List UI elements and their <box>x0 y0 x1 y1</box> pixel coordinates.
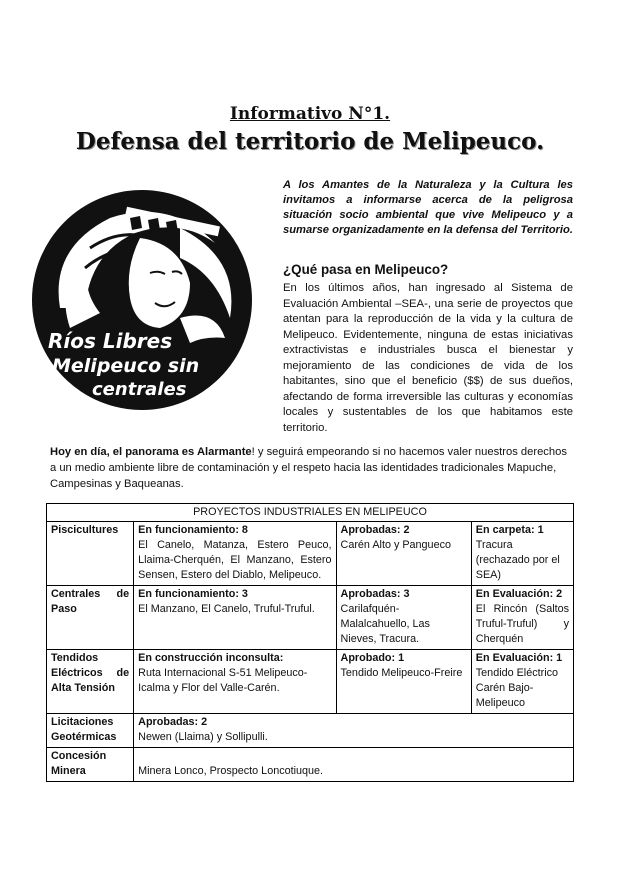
row-label: Concesión Minera <box>47 748 134 782</box>
cell-value: Tendido Melipeuco-Freire <box>340 667 463 679</box>
cell-value: Carilafquén-Malalcahuello, Las Nieves, Tracura. <box>340 603 430 645</box>
document-subtitle: Defensa del territorio de Melipeuco. <box>75 128 545 155</box>
projects-table <box>46 503 574 782</box>
logo-text-1: Ríos Libres <box>48 329 173 353</box>
table-cell <box>471 522 573 586</box>
cell-value: El Canelo, Matanza, Estero Peuco, Llaima-Cherquén, El Manzano, Estero Sensen, Estero del Diablo, Melipeuco. <box>138 539 332 581</box>
row-label: Tendidos Eléctricos de Alta Tensión <box>47 650 134 714</box>
cell-status: Aprobado: 1 <box>340 652 405 664</box>
table-row <box>47 586 574 650</box>
cell-status: En funcionamiento: 3 <box>138 588 248 600</box>
section-body: En los últimos años, han ingresado al Sistema de Evaluación Ambiental –SEA-, una serie de proyectos que atentan para la reproducción de la vida y la cultura de Melipeuco. Evidentemente, ninguna de estas iniciativas extractivistas e industriales busca el bienestar y mejoramiento de las condiciones de vida de los habitantes, sino que el beneficio ($$) de sus dueños, afectando de forma irreversible las culturas y economías locales y sustentables de los que habitamos este territorio. <box>283 282 573 434</box>
document-title: Informativo N°1. <box>229 104 391 124</box>
cell-status: En carpeta: 1 <box>475 524 544 536</box>
alarm-rest: ! y seguirá empeorando si no hacemos valer nuestros derechos a un medio ambiente libre de contaminación y el respeto hacia las identidades tradicionales Mapuche, Campesinas y Baqueanas. <box>50 446 567 490</box>
logo-text-2: Melipeuco sin <box>52 355 200 377</box>
table-title: PROYECTOS INDUSTRIALES EN MELIPEUCO <box>47 504 574 522</box>
cell-status: En funcionamiento: 8 <box>138 524 248 536</box>
logo-text-3: centrales <box>92 379 187 400</box>
cell-value: El Rincón (Saltos Truful-Truful) y Cherquén <box>475 603 569 645</box>
table-row <box>47 714 574 748</box>
intro-text: A los Amantes de la Naturaleza y la Cultura les invitamos a informarse acerca de la peligrosa situación socio ambiental que vive Melipeuco y a sumarse organizadamente en la defensa del Territorio. <box>283 179 573 236</box>
section-heading: ¿Qué pasa en Melipeuco? <box>283 262 449 277</box>
cell-status: En Evaluación: 1 <box>475 652 563 664</box>
cell-value: Carén Alto y Pangueco <box>340 539 451 551</box>
row-label: Piscicultures <box>47 522 134 586</box>
cell-value: Newen (Llaima) y Sollipulli. <box>138 731 268 743</box>
cell-status: Aprobadas: 2 <box>340 524 410 536</box>
table-cell <box>134 714 574 748</box>
table-cell <box>134 586 336 650</box>
cell-value: Ruta Internacional S-51 Melipeuco-Icalma y Flor del Valle-Carén. <box>138 667 308 694</box>
cell-status: En construcción inconsulta: <box>138 652 284 664</box>
table-cell <box>336 650 471 714</box>
alarm-paragraph <box>50 444 575 492</box>
table-cell <box>134 748 574 782</box>
table-cell <box>134 522 336 586</box>
table-cell <box>471 586 573 650</box>
cell-status: En Evaluación: 2 <box>475 588 563 600</box>
table-row <box>47 748 574 782</box>
table-cell <box>336 586 471 650</box>
cell-status: Aprobadas: 2 <box>138 716 208 728</box>
alarm-bold: Hoy en día, el panorama es Alarmante <box>50 446 252 458</box>
row-label: Centrales de Paso <box>47 586 134 650</box>
row-label: Licitaciones Geotérmicas <box>47 714 134 748</box>
table-row <box>47 522 574 586</box>
table-row <box>47 650 574 714</box>
table-cell <box>336 522 471 586</box>
table-cell <box>471 650 573 714</box>
cell-value: Minera Lonco, Prospecto Loncotiuque. <box>138 765 324 777</box>
cell-status: Aprobadas: 3 <box>340 588 410 600</box>
cell-value: El Manzano, El Canelo, Truful-Truful. <box>138 603 315 615</box>
rios-libres-logo <box>30 188 255 413</box>
table-cell <box>134 650 336 714</box>
cell-value: Tendido Eléctrico Carén Bajo-Melipeuco <box>475 667 559 709</box>
table-title-row <box>47 504 574 522</box>
cell-value: Tracura (rechazado por el SEA) <box>475 539 560 581</box>
